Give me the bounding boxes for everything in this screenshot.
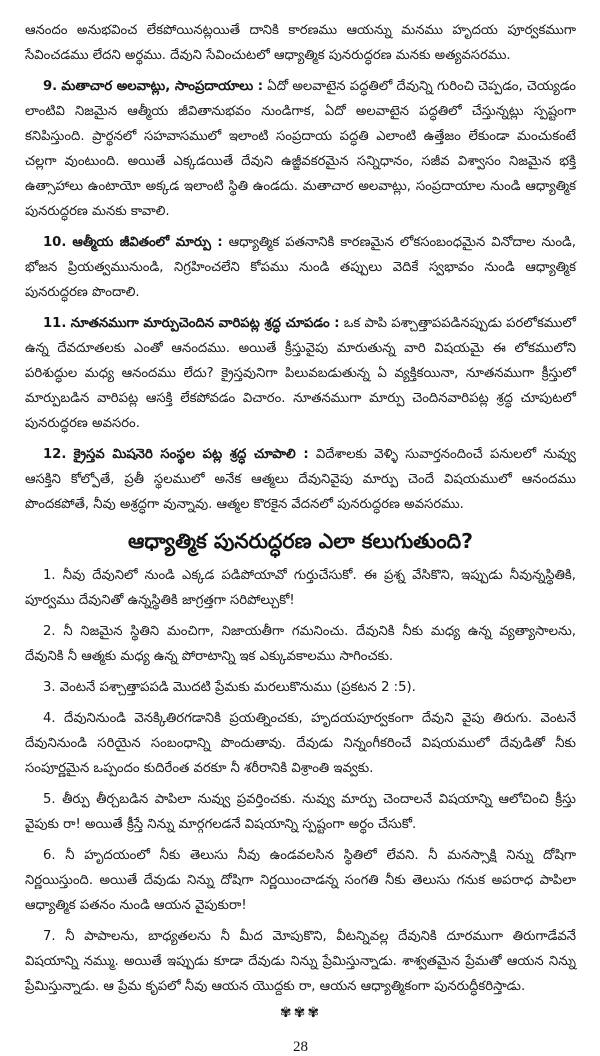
step-3-body: వెంటనే పశ్చాత్తాపపడి మొదటి ప్రేమకు మరలుకొనుము (ప్రకటన 2 :5).: [59, 680, 416, 695]
step-1-number: 1.: [43, 568, 56, 583]
step-5-body: తీర్పు తీర్చబడిన పాపిలా నువ్వు ప్రవర్తించకు. నువ్వు మార్పు చెందాలనే విషయాన్ని ఆలోచించి క్రీస్తు వైపుకు రా! అయితే క్రీస్తే నిన్ను మార్గగలడనే విషయాన్ని స్పష్టంగా అర్థం చేసుకో.: [25, 792, 576, 832]
point-10-title: ఆత్మీయ జీవితంలో మార్పు :: [72, 235, 223, 250]
paragraph-point-10: [25, 230, 576, 305]
paragraph-point-12: [25, 442, 576, 517]
paragraph-step-7: [25, 924, 576, 999]
point-12-number: 12.: [43, 447, 67, 462]
point-9-title: మతాచార అలవాట్లు, సాంప్రదాయాలు :: [61, 79, 264, 94]
paragraph-step-1: [25, 563, 576, 613]
step-3-number: 3.: [43, 680, 56, 695]
page-number: 28: [293, 1039, 308, 1055]
paragraph-step-5: [25, 787, 576, 837]
point-11-body: ఒక పాపి పశ్చాత్తాపపడినప్పుడు పరలోకములో ఉన్న దేవదూతలకు ఎంతో ఆనందము. అయితే క్రీస్తువైపు మారుతున్న వారి విషయమై ఈ లోకములోని పరిశుద్ధుల మధ్య ఆనందము లేదు? క్రైస్తవునిగా పిలువబడుతున్న ఏ వ్యక్తికయినా, నూతనముగా క్రీస్తులో మార్పుబడిన వారిపట్ల ఆసక్తి లేకపోవడం విచారం. నూతనముగా మార్పు చెందినవారిపట్ల శ్రద్ధ చూపుటలో పునరుద్ధరణ అవసరం.: [25, 316, 576, 431]
step-7-body: నీ పాపాలను, బాధ్యతలను నీ మీద మోపుకొని, వీటన్నివల్ల దేవునికి దూరముగా తిరుగాడేవనే విషయాన్ని నమ్ము. అయితే ఇప్పుడు కూడా దేవుడు నిన్ను ప్రేమిస్తున్నాడు. శాశ్వతమైన ప్రేమతో ఆయన నిన్ను ప్రేమిస్తున్నాడు. ఆ ప్రేమ కృపలో నీవు ఆయన యొద్దకు రా, ఆయన ఆధ్యాత్మికంగా పునరుద్ధీకరిస్తాడు.: [25, 929, 576, 994]
point-9-body: ఏదో అలవాటైన పద్ధతిలో దేవున్ని గురించి చెప్పడం, చెయ్యడం లాంటివి నిజమైన ఆత్మీయ జీవితానుభవం నుండిగాక, ఏదో అలవాటైన పద్ధతిలో చేస్తున్నట్లు స్పష్టంగా కనిపిస్తుంది. ప్రార్థనలో సహవాసములో ఇలాంటి సంప్రదాయ పద్ధతి ఎలాంటి ఉత్తేజం లేకుండా మంచుకంటే చల్లగా వుంటుంది. అయితే ఎక్కడయితే దేవుని ఉజ్జీవకరమైన సన్నిధానం, సజీవ విశ్వాసం నిజమైన భక్తి ఉత్సాహాలు ఉంటాయో అక్కడ ఇలాంటి స్థితి ఉండదు. మతాచార అలవాట్లు, సంప్రదాయాల నుండి ఆధ్యాత్మిక పునరుద్ధరణ మనకు కావాలి.: [25, 79, 576, 219]
paragraph-step-4: [25, 706, 576, 781]
point-10-body: ఆధ్యాత్మిక పతనానికి కారణమైన లోకసంబంధమైన వినోదాల నుండి, భోజన ప్రియత్వమునుండి, నిగ్రహించలేని కోపము నుండి తప్పులు వెదికే స్వభావం నుండి ఆధ్యాత్మిక పునరుద్ధరణ పొందాలి.: [25, 235, 576, 300]
step-6-number: 6.: [43, 848, 56, 863]
paragraph-point-11: [25, 311, 576, 436]
point-11-title: నూతనముగా మార్పుచెందిన వారిపట్ల శ్రద్ధ చూపడం :: [70, 316, 340, 331]
step-2-body: నీ నిజమైన స్థితిని మంచిగా, నిజాయతీగా గమనించు. దేవునికి నీకు మధ్య ఉన్న వ్యత్యాసాలను, దేవునికి నీ ఆత్మకు మధ్య ఉన్న పోరాటాన్ని ఇక ఎక్కువకాలము సాగించకు.: [25, 624, 576, 664]
flower-ornament: ✾✾✾: [279, 1005, 322, 1021]
section-heading: ఆధ్యాత్మిక పునరుద్ధరణ ఎలా కలుగుతుంది?: [128, 529, 473, 553]
point-10-number: 10.: [43, 235, 67, 250]
step-4-body: దేవునినుండి వెనక్కితిరగడానికి ప్రయత్నించకు, హృదయపూర్వకంగా దేవుని వైపు తిరుగు. వెంటనే దేవునినుండి సరియైన సంబంధాన్ని పొందుతావు. దేవుడు నిన్నంగీకరించే విషయములో దేవుడితో నీకు సంపూర్ణమైన ఒప్పందం కుదిరేంత వరకూ నీ శరీరానికి విశ్రాంతి ఇవ్వకు.: [25, 711, 576, 776]
step-4-number: 4.: [43, 711, 56, 726]
paragraph-point-9: [25, 74, 576, 224]
point-11-number: 11.: [43, 316, 67, 331]
point-12-body: విదేశాలకు వెళ్ళి సువార్తనందించే పనులలో నువ్వు ఆసక్తిని కోల్పోతే, ప్రతీ స్థలములో అనేక ఆత్మలు దేవునివైపు మార్పు చెందే విషయములో ఆనందము పొందకపోతే, నీవు అశ్రద్ధగా వున్నావు. ఆత్మల కొరకైన వేదనలో పునరుద్ధరణ అవసరము.: [25, 447, 576, 512]
step-7-number: 7.: [43, 929, 56, 944]
point-12-title: క్రైస్తవ మిషనెరి సంస్థల పట్ల శ్రద్ధ చూపాలి :: [73, 447, 309, 462]
paragraph-intro: ఆనందం అనుభవించ లేకపోయినట్లయితే దానికి కారణము ఆయన్ను మనము హృదయ పూర్వకముగా సేవించడము లేదని అర్థము. దేవుని సేవించుటలో ఆధ్యాత్మిక పునరుద్ధరణ మనకు అత్యవసరము.: [25, 23, 576, 63]
step-1-body: నీవు దేవునిలో నుండి ఎక్కడ పడిపోయావో గుర్తుచేసుకో. ఈ ప్రశ్న వేసికొని, ఇప్పుడు నీవున్నస్థితికి, పూర్వము దేవునితో ఉన్నస్థితికి జాగ్రత్తగా సరిపోల్చుకో!: [25, 568, 576, 608]
step-2-number: 2.: [43, 624, 56, 639]
paragraph-step-3: [25, 675, 576, 700]
paragraph-step-2: [25, 619, 576, 669]
point-9-number: 9.: [43, 79, 58, 94]
step-6-body: నీ హృదయంలో నీకు తెలుసు నీవు ఉండవలసిన స్థితిలో లేవని. నీ మనస్సాక్షి నిన్ను దోషిగా నిర్ణయిస్తుంది. అయితే దేవుడు నిన్ను దోషిగా నిర్ణయించాడన్న సంగతి నీకు తెలుసు గనుక అపరాధ పాపిలా ఆధ్యాత్మిక పతనం నుండి ఆయన వైపుకురా!: [25, 848, 576, 913]
paragraph-step-6: [25, 843, 576, 918]
step-5-number: 5.: [43, 792, 56, 807]
